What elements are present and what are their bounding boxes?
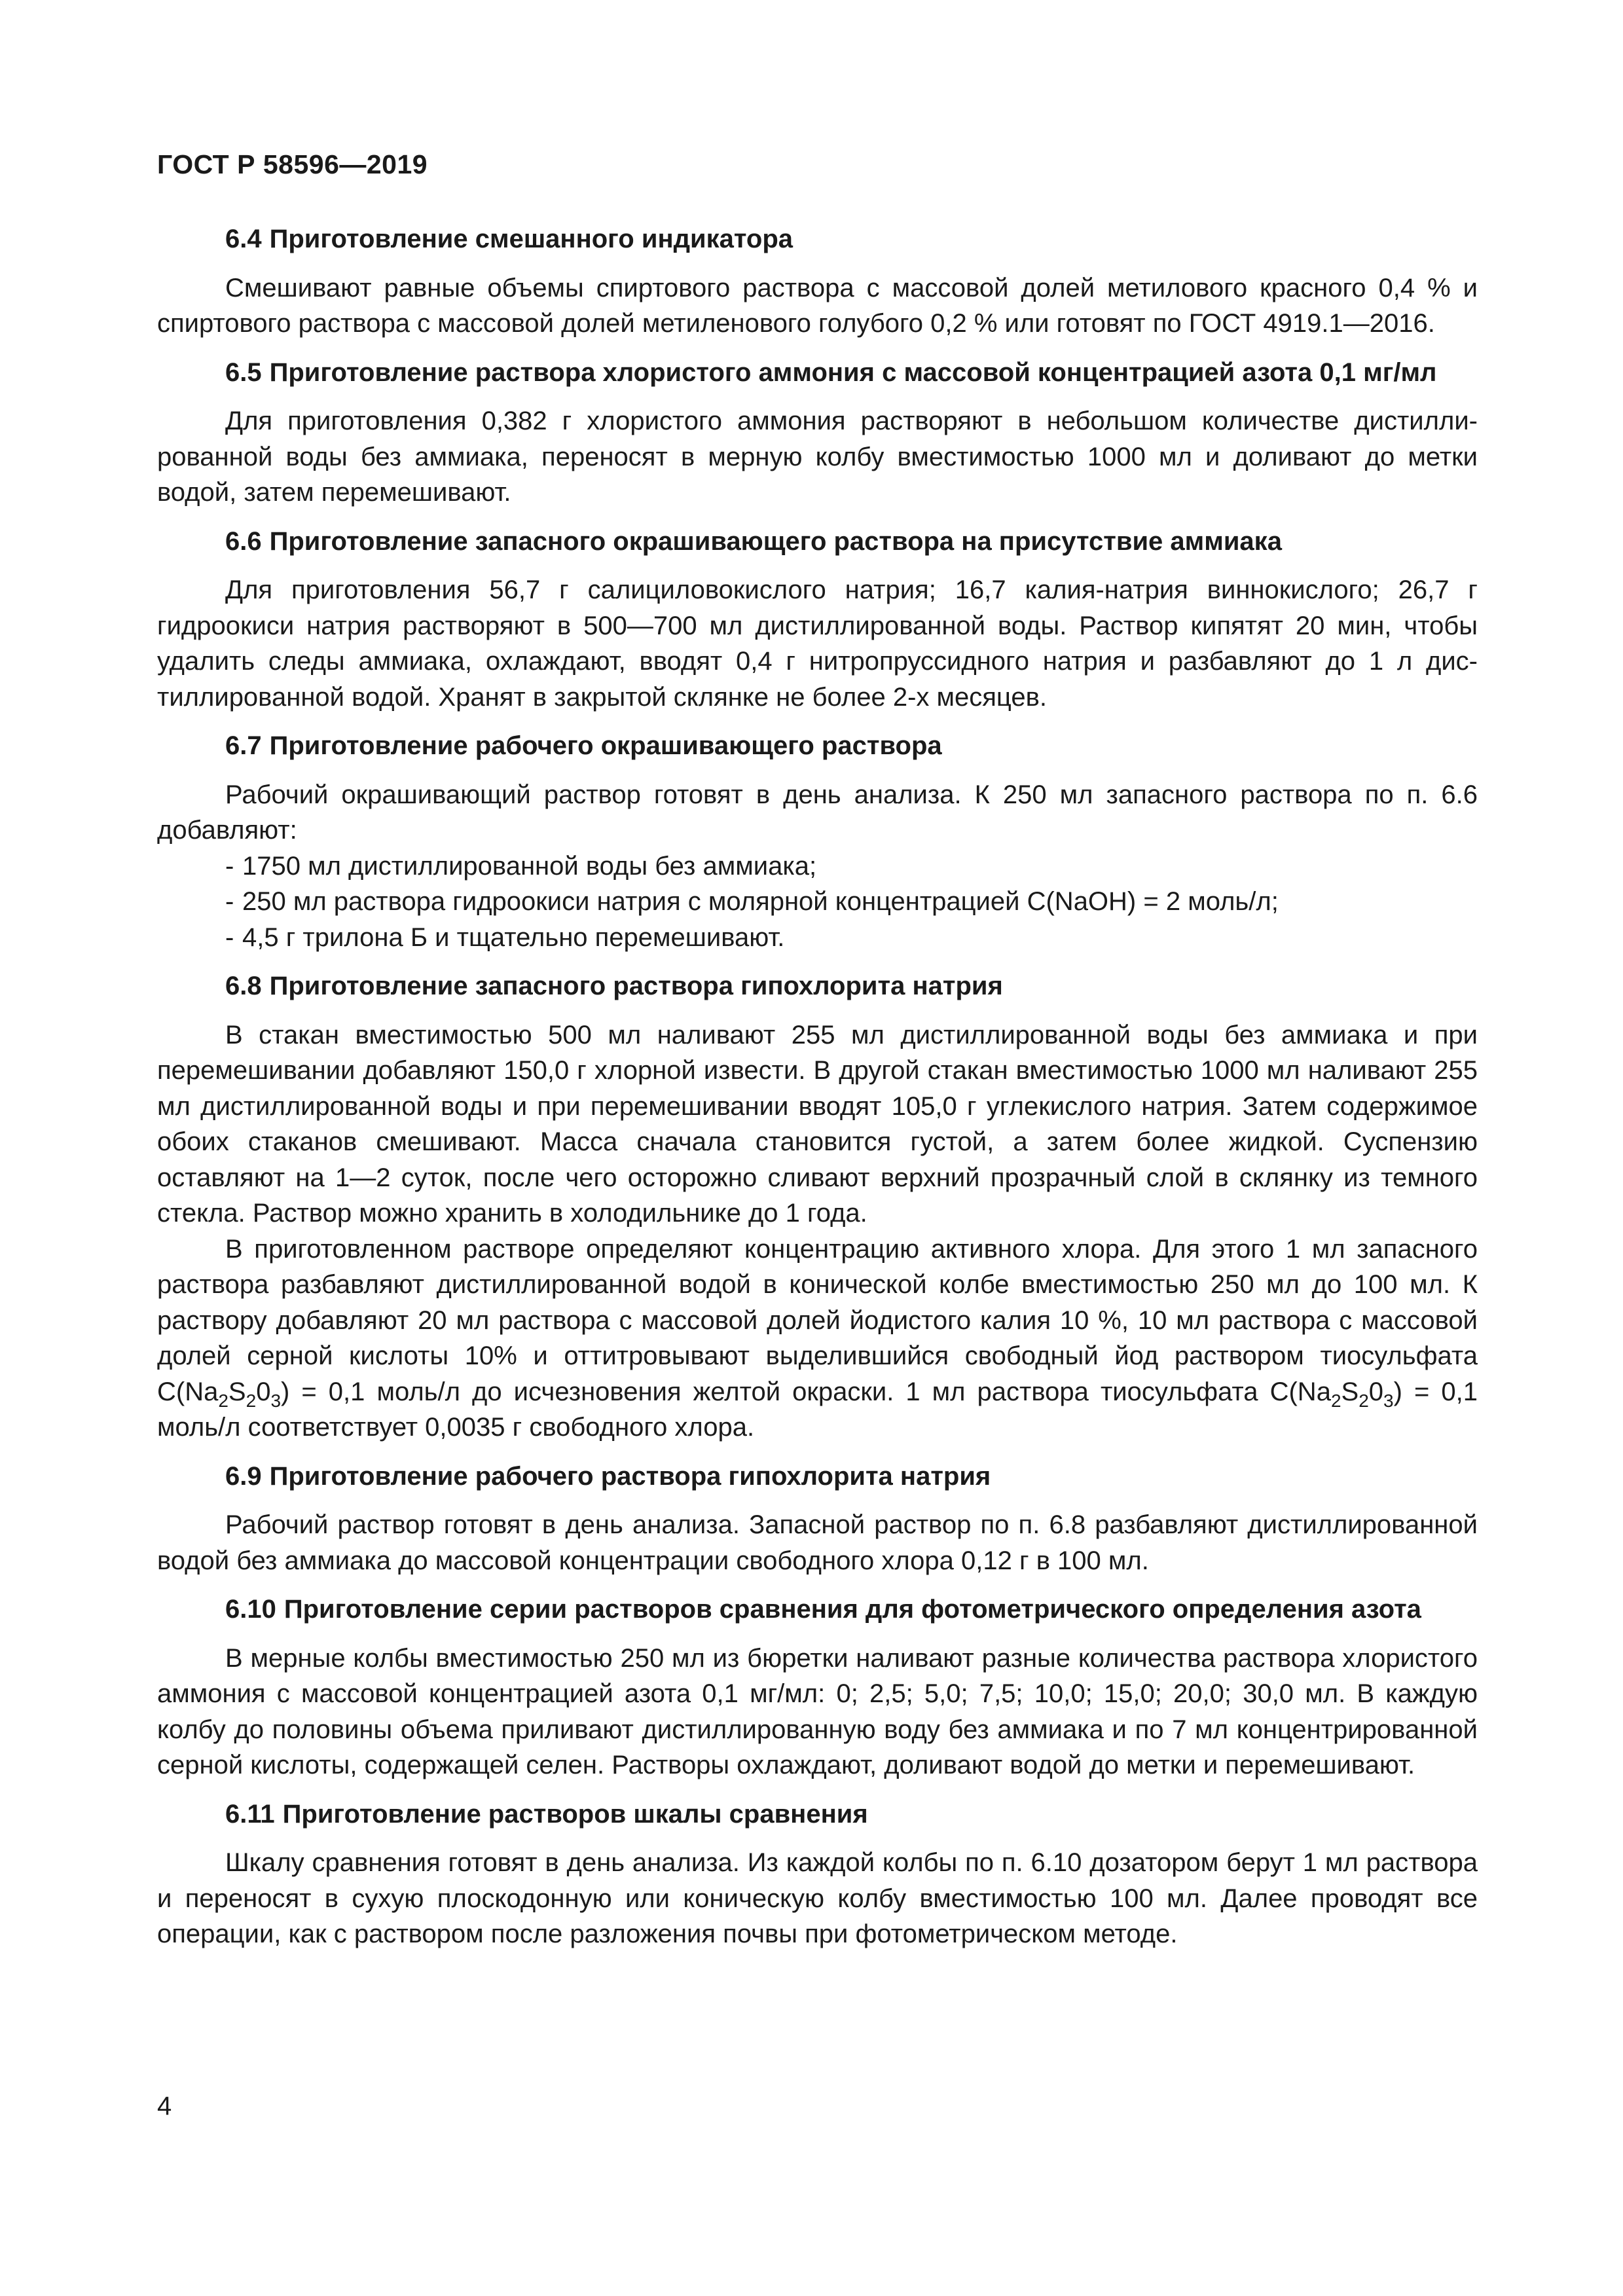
section-6-11 [157, 1796, 1478, 1952]
section-number: 6.6 [225, 526, 262, 556]
section-6-9 [157, 1459, 1478, 1579]
dash-marker: - [225, 851, 234, 881]
section-heading [157, 728, 1478, 764]
section-heading [157, 221, 1478, 257]
paragraph: Шкалу сравнения готовят в день анализа. Из каждой колбы по п. 6.10 дозатором берут 1 мл раствора и переносят в сухую плоскодонную или коническую колбу вместимостью 100 мл. Далее проводят все операции, как с раствором после разложения почвы при фотометрическом методе. [157, 1848, 1478, 1948]
section-heading [157, 1796, 1478, 1832]
section-6-10 [157, 1592, 1478, 1783]
subscript: 2 [246, 1390, 257, 1411]
section-number: 6.11 [225, 1799, 275, 1829]
list-item [157, 848, 1478, 884]
document-header: ГОСТ Р 58596—2019 [157, 149, 428, 179]
paragraph: Для приготовления 56,7 г салициловокислого натрия; 16,7 калия-натрия виннокислого; 26,7 г гидроокиси натрия растворяют в 500—700 мл дистиллированной воды. Раствор кипятят 20 мин, чтобы удалить следы аммиака, охлаждают, вводят 0,4 г нитропруссидного натрия и разбавляют до 1 л дистиллированной водой. Хранят в закрытой склянке не более 2-х месяцев. [157, 575, 1478, 712]
section-heading [157, 524, 1478, 560]
subscript: 2 [1359, 1390, 1369, 1411]
section-title: Приготовление рабочего окрашивающего раствора [269, 731, 942, 760]
dash-list [157, 848, 1478, 956]
section-6-6 [157, 524, 1478, 716]
paragraph: В мерные колбы вместимостью 250 мл из бюретки наливают разные количества раствора хлористого аммония с массовой концентрацией азота 0,1 мг/мл: 0; 2,5; 5,0; 7,5; 10,0; 15,0; 20,0; 30,0 мл. В каждую колбу до половины объема приливают дистиллированную воду без аммиака и по 7 мл концентрированной серной кислоты, содержащей селен. Растворы охлаждают, доливают водой до метки и перемешивают. [157, 1643, 1478, 1779]
document-page [157, 0, 1478, 2296]
section-number: 6.10 [225, 1595, 276, 1624]
text-run: S [228, 1377, 246, 1406]
section-number: 6.7 [225, 731, 262, 760]
section-number: 6.9 [225, 1461, 262, 1491]
list-item-text: 250 мл раствора гидроокиси натрия с молярной концентрацией C(NaOH) = 2 моль/л; [242, 887, 1279, 916]
subscript: 2 [218, 1390, 228, 1411]
subscript: 2 [1330, 1390, 1341, 1411]
list-item-text: 1750 мл дистиллированной воды без аммиака; [242, 851, 817, 881]
paragraph: Рабочий окрашивающий раствор готовят в день анализа. К 250 мл запасного раствора по п. 6.6 добавляют: [157, 780, 1478, 845]
section-heading [157, 1592, 1478, 1628]
section-title: Приготовление запасного раствора гипохлорита натрия [269, 972, 1003, 1000]
text-run: 0 [1368, 1377, 1384, 1406]
section-title: Приготовление смешанного индикатора [269, 225, 793, 253]
text-run: ) = 0,1 моль/л до исчезновения желтой окраски. 1 мл раствора тиосульфата C(Na [281, 1377, 1331, 1406]
text-run: В приготовленном растворе определяют концентрацию активного хлора. Для этого 1 мл запасного раствора разбавляют дистиллированной водой в конической колбе вместимостью 250 мл до 100 мл. К раствору добавляют 20 мл раствора с массовой долей йодистого калия 10 %, 10 мл раствора с массовой долей серной кислоты 10% и оттитровывают выделившийся свободный йод раствором тиосульфата C(Na [157, 1234, 1478, 1406]
section-6-5 [157, 355, 1478, 511]
dash-marker: - [225, 922, 234, 952]
section-title: Приготовление запасного окрашивающего раствора на присутствие аммиака [269, 526, 1282, 556]
paragraph: Для приготовления 0,382 г хлористого аммония растворяют в небольшом количестве дистиллированной воды без аммиака, переносят в мерную колбу вместимостью 1000 мл и доливают до метки водой, затем перемешивают. [157, 407, 1478, 507]
section-heading [157, 1459, 1478, 1495]
section-6-4 [157, 221, 1478, 342]
text-run: S [1341, 1377, 1359, 1406]
section-title: Приготовление растворов шкалы сравнения [282, 1799, 868, 1829]
section-number: 6.4 [225, 225, 262, 253]
list-item [157, 920, 1478, 956]
subscript: 3 [1383, 1390, 1394, 1411]
paragraph-formula [157, 1231, 1478, 1446]
paragraph: Рабочий раствор готовят в день анализа. Запасной раствор по п. 6.8 разбавляют дистиллированной водой без аммиака до массовой концентрации свободного хлора 0,12 г в 100 мл. [157, 1510, 1478, 1575]
text-run: ) = 0,1 моль/л соответствует 0,0035 г свободного хлора. [157, 1377, 1478, 1442]
section-number: 6.5 [225, 357, 262, 387]
page-number: 4 [157, 2092, 172, 2121]
document-body [157, 221, 1478, 1952]
section-title: Приготовление раствора хлористого аммония с массовой концентрацией азота 0,1 мг/мл [269, 357, 1437, 387]
section-heading [157, 355, 1478, 391]
list-item-text: 4,5 г трилона Б и тщательно перемешивают. [242, 922, 785, 952]
section-6-8 [157, 968, 1478, 1446]
paragraph: В стакан вместимостью 500 мл наливают 255 мл дистиллированной воды без аммиака и при перемешивании добавляют 150,0 г хлорной извести. В другой стакан вместимостью 1000 мл наливают 255 мл дистиллированной воды и при перемешивании вводят 105,0 г углекислого натрия. Затем содержимое обоих стаканов смешивают. Масса сначала становится густой, а затем более жидкой. Суспензию оставляют на 1—2 суток, после чего осторожно сливают верхний прозрачный слой в склянку из темного стекла. Раствор можно хранить в холодильнике до 1 года. [157, 1020, 1478, 1228]
dash-marker: - [225, 887, 234, 916]
subscript: 3 [270, 1390, 282, 1411]
section-number: 6.8 [225, 972, 262, 1000]
text-run: 0 [256, 1377, 271, 1406]
section-title: Приготовление серии растворов сравнения для фотометрического определения азота [283, 1595, 1421, 1624]
list-item [157, 884, 1478, 920]
paragraph: Смешивают равные объемы спиртового раствора с массовой долей метилового красного 0,4 % и спиртового раствора с массовой долей метиленового голубого 0,2 % или готовят по ГОСТ 4919.1—2016. [157, 273, 1478, 338]
section-title: Приготовление рабочего раствора гипохлорита натрия [269, 1461, 991, 1491]
section-heading [157, 968, 1478, 1004]
section-6-7 [157, 728, 1478, 955]
